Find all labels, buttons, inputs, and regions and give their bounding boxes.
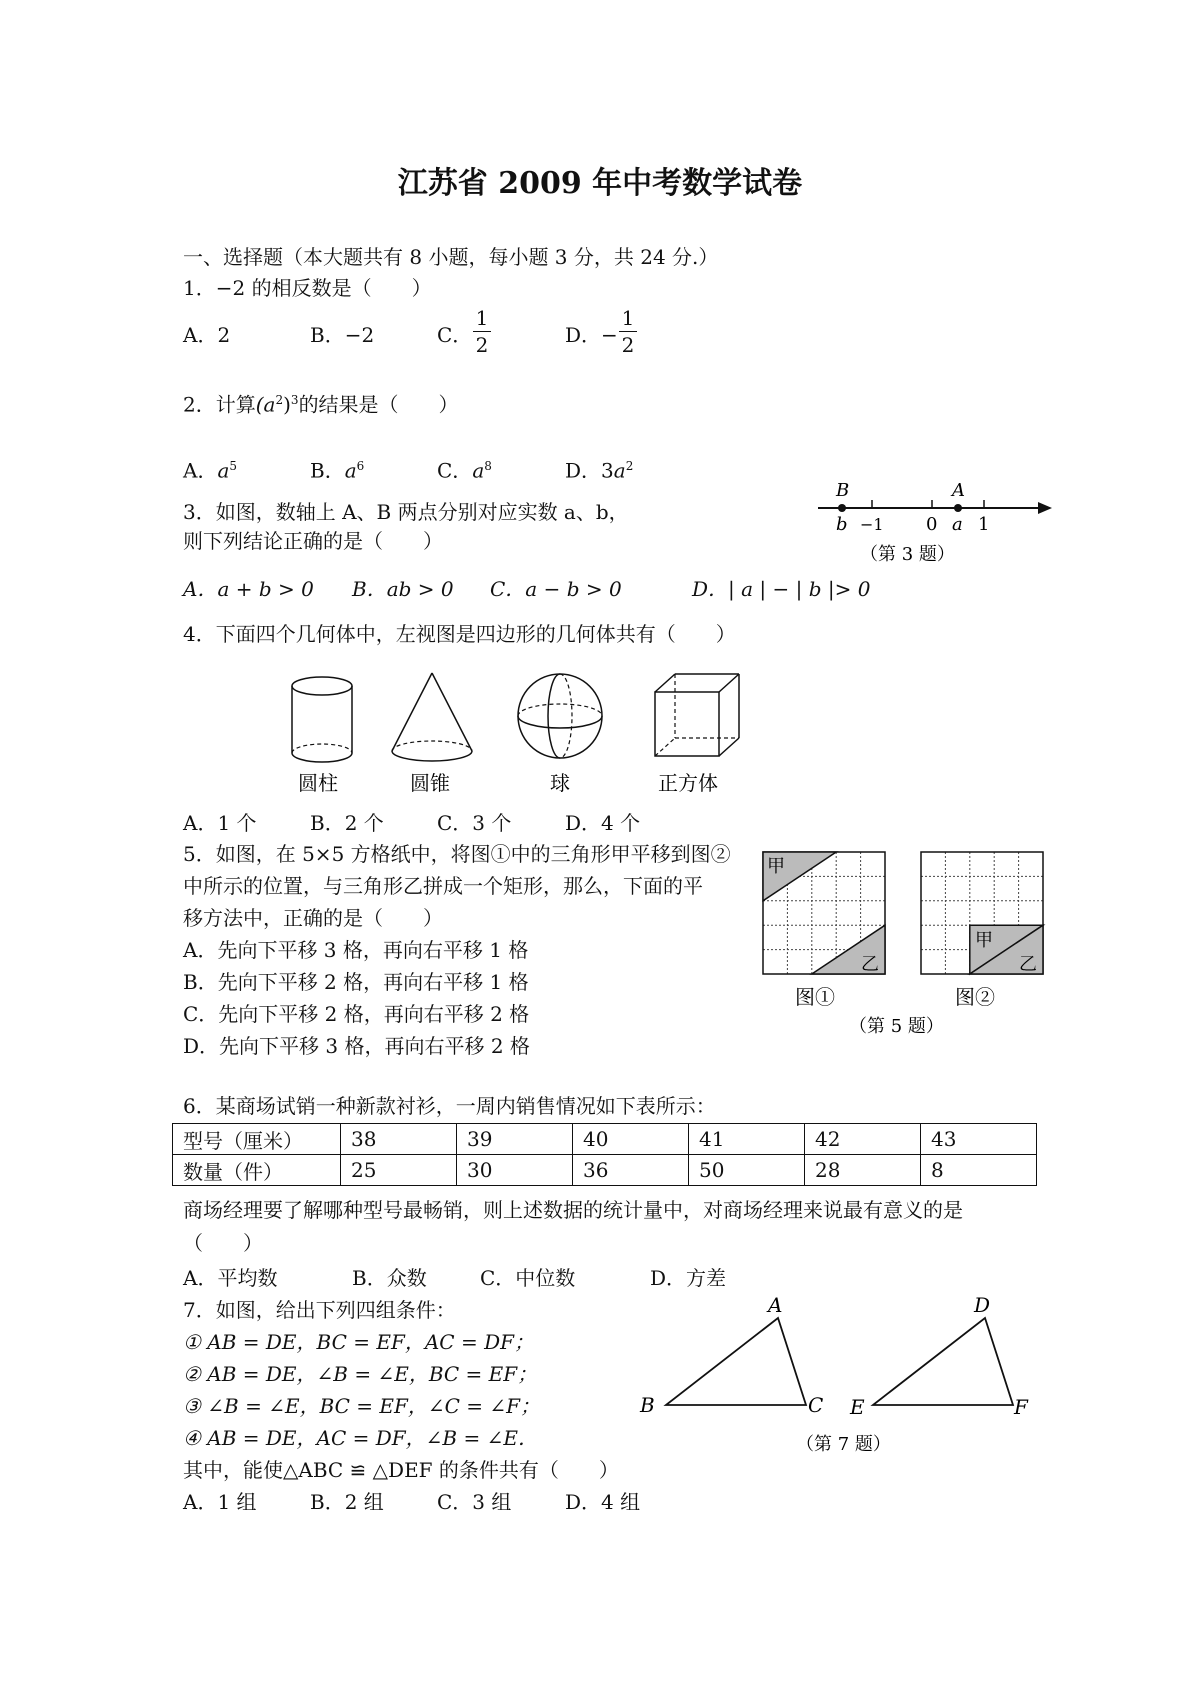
q2-expr-inner-exp: 2 [275,393,284,407]
figure-caption: （第 3 题） [860,544,955,565]
label-yi-fig2: 乙 [1019,954,1037,975]
label-B: B [836,480,850,501]
page-title: 江苏省 2009 年中考数学试卷 [397,166,803,201]
q4-option-a: A．1 个 [183,811,257,835]
label-jia-fig2: 甲 [975,930,993,951]
label-zero: 0 [926,514,938,535]
table-cell: 40 [573,1124,689,1155]
q7-option-c: C．3 组 [437,1490,512,1514]
option-base: a [472,458,485,483]
q2-option-d [565,454,633,483]
q2-expr-close: ) [283,392,291,417]
label-jia-fig1: 甲 [767,856,785,877]
q6-option-d: D．方差 [650,1266,727,1290]
grid-figure [755,848,1055,1038]
option-label: D．3 [565,458,614,483]
option-base: a [613,458,626,483]
q1-option-a: A．2 [183,323,231,347]
q5-option-a: A．先向下平移 3 格，再向右平移 1 格 [183,938,529,962]
option-exponent: 2 [625,459,634,473]
q2-expr-base: (a [255,392,276,417]
vertex-label-E: E [850,1395,865,1419]
sphere-shape [518,674,602,758]
q7-question: 其中，能使△ABC ≌ △DEF 的条件共有（ ） [183,1458,619,1482]
arrow-head-icon [1038,502,1052,514]
point-b [838,504,846,512]
table-cell: 39 [457,1124,573,1155]
table-cell: 41 [689,1124,805,1155]
option-label: B． [310,458,345,483]
q3-option-b: B．ab > 0 [352,577,454,601]
table-cell: 50 [689,1155,805,1186]
table-cell: 数量（件） [173,1155,341,1186]
q2-option-a [183,454,237,483]
vertex-label-A: A [768,1293,783,1317]
table-row [173,1155,1037,1186]
q7-option-b: B．2 组 [310,1490,384,1514]
q2-stem-prefix: 2．计算 [183,392,256,417]
option-exponent: 8 [484,459,492,473]
label-minus-one: −1 [860,515,884,534]
table-cell: 38 [341,1124,457,1155]
shape-label-cone: 圆锥 [410,771,450,795]
q3-option-c: C．a − b > 0 [490,577,622,601]
q4-option-c: C．3 个 [437,811,512,835]
q6-after-line2: （ ） [183,1231,263,1255]
label-b: b [836,514,848,535]
triangle-abc [666,1318,806,1405]
q6-after-line1: 商场经理要了解哪种型号最畅销，则上述数据的统计量中，对商场经理来说最有意义的是 [183,1198,963,1222]
q1-option-b: B．−2 [310,323,375,347]
vertex-label-B: B [640,1393,655,1417]
q1-stem: 1．−2 的相反数是（ ） [183,276,432,300]
option-exponent: 5 [229,459,238,473]
q5-line1: 5．如图，在 5×5 方格纸中，将图①中的三角形甲平移到图② [183,842,731,866]
q2-stem-suffix: 的结果是（ ） [298,392,459,417]
fraction-numerator: 1 [475,306,489,330]
cone-shape [392,673,472,761]
table-cell: 28 [805,1155,921,1186]
table-cell: 30 [457,1155,573,1186]
figure-caption: （第 7 题） [796,1434,891,1455]
vertex-label-D: D [974,1293,991,1317]
label-a: a [952,514,963,535]
q7-option-a: A．1 组 [183,1490,257,1514]
q5-option-d: D．先向下平移 3 格，再向右平移 2 格 [183,1034,530,1058]
shape-label-cylinder: 圆柱 [298,771,338,795]
fraction-denominator: 2 [621,333,635,357]
sales-table [172,1123,1037,1186]
q4-stem: 4．下面四个几何体中，左视图是四边形的几何体共有（ ） [183,622,736,646]
table-cell: 25 [341,1155,457,1186]
q7-condition-1: ① AB = DE，BC = EF，AC = DF； [183,1330,534,1354]
option-exponent: 6 [356,459,365,473]
label-one: 1 [978,514,990,535]
label-yi-fig1: 乙 [861,954,879,975]
q1-option-c-label: C． [437,323,473,347]
caption-fig1: 图① [795,985,835,1009]
q7-condition-4: ④ AB = DE，AC = DF，∠B = ∠E． [183,1426,538,1450]
figure-caption: （第 5 题） [849,1016,944,1037]
q4-option-b: B．2 个 [310,811,384,835]
q6-stem: 6．某商场试销一种新款衬衫，一周内销售情况如下表所示： [183,1094,716,1118]
option-base: a [217,458,230,483]
q2-stem [183,388,459,417]
triangle-def [873,1318,1013,1405]
solids-figure [270,668,770,798]
table-cell: 43 [921,1124,1037,1155]
q2-option-c [437,454,492,483]
q5-line2: 中所示的位置，与三角形乙拼成一个矩形，那么，下面的平 [183,874,703,898]
q3-line2: 则下列结论正确的是（ ） [183,529,443,553]
shape-label-cube: 正方体 [658,771,718,795]
q2-expr-outer-exp: 3 [290,393,299,407]
vertex-label-C: C [808,1393,824,1417]
q3-option-a: A．a + b > 0 [183,577,314,601]
q3-line1: 3．如图，数轴上 A、B 两点分别对应实数 a、b， [183,500,629,524]
section-heading: 一、选择题（本大题共有 8 小题，每小题 3 分，共 24 分.） [183,245,719,269]
q4-option-d: D．4 个 [565,811,641,835]
label-A: A [952,480,965,501]
q5-line3: 移方法中，正确的是（ ） [183,906,443,930]
q1-option-d-fraction [619,307,637,356]
caption-fig2: 图② [955,985,995,1009]
q6-option-c: C．中位数 [480,1266,576,1290]
table-cell: 型号（厘米） [173,1124,341,1155]
table-cell: 36 [573,1155,689,1186]
fraction-numerator: 1 [621,306,635,330]
q1-option-d-label: D．− [565,323,618,347]
vertex-label-F: F [1014,1395,1028,1419]
table-cell: 8 [921,1155,1037,1186]
cylinder-shape [292,677,352,762]
q6-option-a: A．平均数 [183,1266,278,1290]
q2-option-b [310,454,364,483]
q6-option-b: B．众数 [352,1266,427,1290]
q7-condition-3: ③ ∠B = ∠E，BC = EF，∠C = ∠F； [183,1394,541,1418]
q7-condition-2: ② AB = DE，∠B = ∠E，BC = EF； [183,1362,538,1386]
q7-stem: 7．如图，给出下列四组条件： [183,1298,456,1322]
number-line-figure [810,480,1060,570]
fraction-denominator: 2 [475,333,489,357]
option-base: a [344,458,357,483]
q5-option-c: C．先向下平移 2 格，再向右平移 2 格 [183,1002,530,1026]
shape-label-sphere: 球 [550,771,570,795]
table-cell: 42 [805,1124,921,1155]
triangles-figure [636,1293,1056,1460]
q5-option-b: B．先向下平移 2 格，再向右平移 1 格 [183,970,529,994]
table-row [173,1124,1037,1155]
q3-option-d: D．| a | − | b |> 0 [692,577,871,601]
point-a [954,504,962,512]
option-label: A． [183,458,218,483]
q1-option-c-fraction [473,307,491,356]
cube-shape [655,674,739,756]
option-label: C． [437,458,473,483]
q7-option-d: D．4 组 [565,1490,641,1514]
